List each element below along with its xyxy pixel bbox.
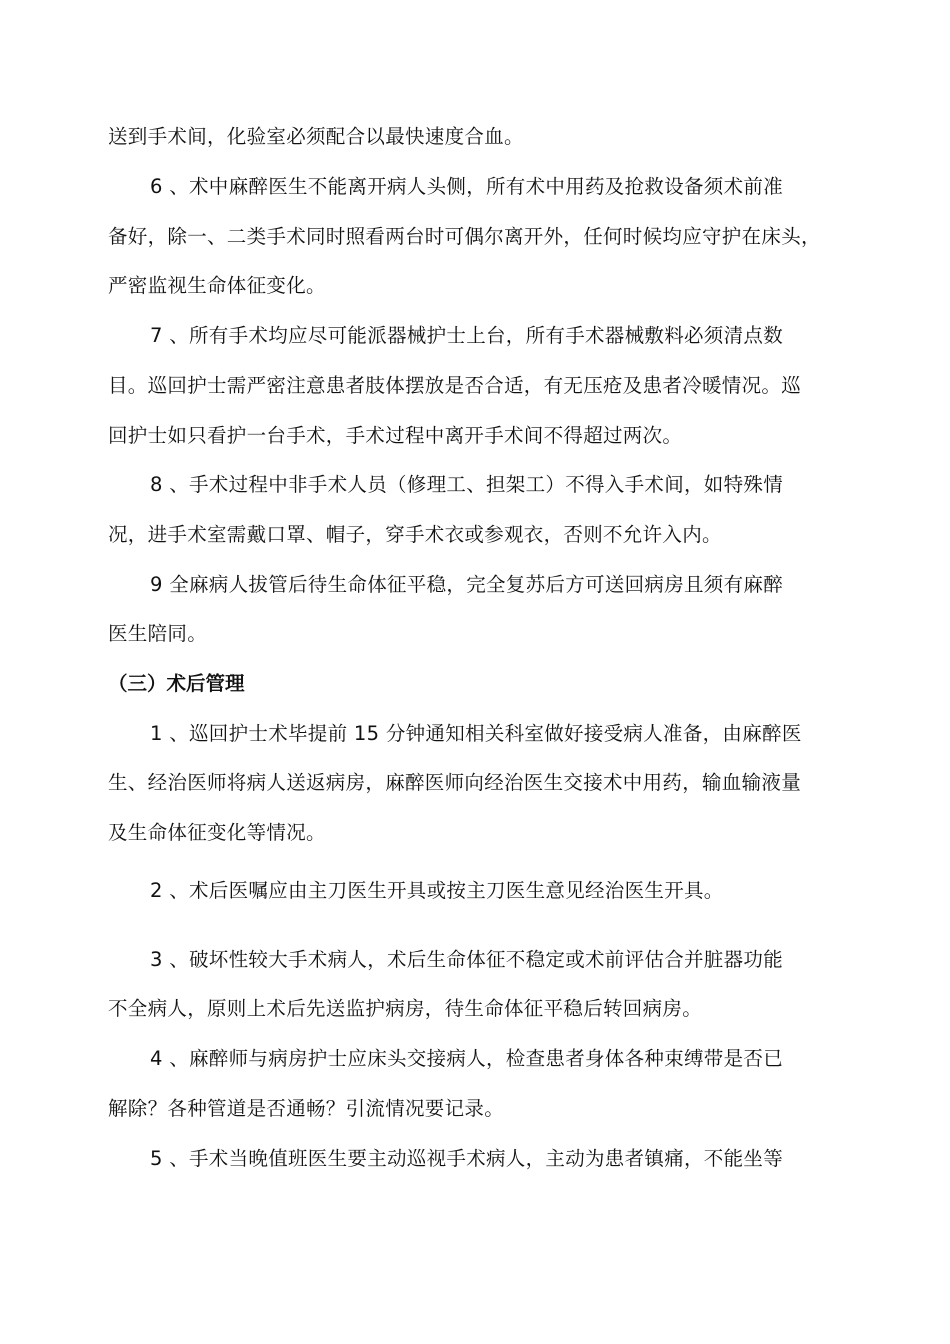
text-line: 8 、手术过程中非手术人员（修理工、担架工）不得入手术间，如特殊情 [150,473,784,496]
text-line: 4 、麻醉师与病房护士应床头交接病人，检查患者身体各种束缚带是否已 [150,1047,784,1070]
text-line: 6 、术中麻醉医生不能离开病人头侧，所有术中用药及抢救设备须术前准 [150,175,784,198]
text-line: 严密监视生命体征变化。 [108,274,326,297]
text-line: 生、经治医师将病人送返病房，麻醉医师向经治医生交接术中用药，输血输液量 [108,771,802,794]
text-line: 备好，除一、二类手术同时照看两台时可偶尔离开外，任何时候均应守护在床头， [108,225,821,248]
section-heading: （三）术后管理 [108,672,245,695]
text-line: 7 、所有手术均应尽可能派器械护士上台，所有手术器械敷料必须清点数 [150,324,784,347]
text-line: 及生命体征变化等情况。 [108,821,326,844]
text-line: 2 、术后医嘱应由主刀医生开具或按主刀医生意见经治医生开具。 [150,879,724,902]
text-line: 3 、破坏性较大手术病人，术后生命体征不稳定或术前评估合并脏器功能 [150,948,784,971]
text-line: 送到手术间，化验室必须配合以最快速度合血。 [108,125,524,148]
text-line: 况，进手术室需戴口罩、帽子，穿手术衣或参观衣，否则不允许入内。 [108,523,722,546]
text-line: 医生陪同。 [108,622,208,645]
text-line: 9 全麻病人拔管后待生命体征平稳，完全复苏后方可送回病房且须有麻醉 [150,573,784,596]
text-line: 1 、巡回护士术毕提前 15 分钟通知相关科室做好接受病人准备，由麻醉医 [150,722,802,745]
text-line: 5 、手术当晚值班医生要主动巡视手术病人，主动为患者镇痛，不能坐等 [150,1147,784,1170]
text-line: 目。巡回护士需严密注意患者肢体摆放是否合适，有无压疮及患者冷暖情况。巡 [108,374,802,397]
text-line: 回护士如只看护一台手术，手术过程中离开手术间不得超过两次。 [108,424,683,447]
text-line: 解除？各种管道是否通畅？引流情况要记录。 [108,1097,505,1120]
text-line: 不全病人，原则上术后先送监护病房，待生命体征平稳后转回病房。 [108,997,703,1020]
